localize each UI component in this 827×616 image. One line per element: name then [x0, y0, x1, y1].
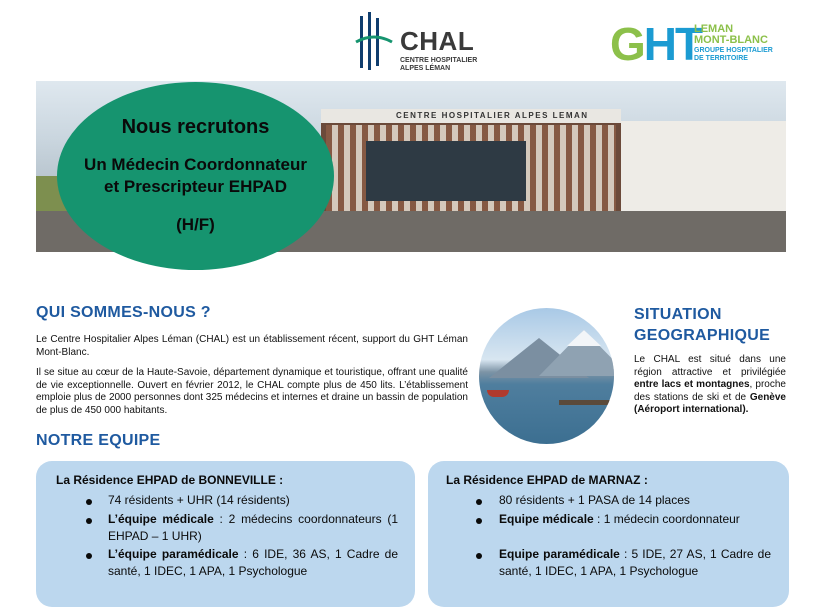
bullet — [86, 499, 92, 505]
chal-logo-subtitle: CENTRE HOSPITALIER ALPES LÉMAN — [400, 57, 478, 72]
list-item: 80 résidents + 1 PASA de 14 places — [499, 493, 690, 507]
bullet — [476, 553, 482, 559]
job-title-gender: (H/F) — [176, 215, 215, 234]
about-paragraph-2: Il se situe au cœur de la Haute-Savoie, département dynamique et touristique, offrant une qualité de vie exceptionnelle. Ouvert en février 2012, le CHAL compte plus de 450 lits. L’établissement emploie plus de 2000 personnes dont 325 médecins et internes et draine un bassin de population de plus de 450 000 habitants. — [36, 367, 468, 416]
building-sign: CENTRE HOSPITALIER ALPES LEMAN — [396, 111, 589, 120]
situation-heading: SITUATION GEOGRAPHIQUE — [634, 306, 771, 344]
team-heading: NOTRE EQUIPE — [36, 432, 161, 449]
list-item: Equipe paramédicale : 5 IDE, 27 AS, 1 Cadre de santé, 1 IDEC, 1 APA, 1 Psychologue — [499, 547, 772, 578]
building-entrance — [366, 141, 526, 201]
ght-logo — [610, 18, 810, 74]
chal-emblem-icon — [352, 12, 396, 72]
bullet — [86, 518, 92, 524]
about-heading: QUI SOMMES-NOUS ? — [36, 304, 211, 321]
bullet — [476, 499, 482, 505]
situation-text: Le CHAL est situé dans une région attractive et privilégiée entre lacs et montagnes, proche des stations de ski et de Genève (Aéroport international). — [634, 354, 786, 415]
chal-logo — [352, 12, 487, 74]
list-item: Equipe médicale : 1 médecin coordonnateur — [499, 512, 740, 526]
job-title-line2: et Prescripteur EHPAD — [104, 177, 287, 196]
lake-photo — [479, 308, 614, 444]
ght-logo-line1: LEMAN — [694, 23, 734, 35]
bullet — [86, 553, 92, 559]
list-item: L’équipe paramédicale : 6 IDE, 36 AS, 1 Cadre de santé, 1 IDEC, 1 APA, 1 Psychologue — [108, 547, 399, 578]
ght-logo-line4: DE TERRITOIRE — [694, 55, 748, 62]
boat — [487, 390, 509, 397]
job-title-line1: Un Médecin Coordonnateur — [84, 155, 307, 174]
pier — [559, 400, 614, 405]
marnaz-title: La Résidence EHPAD de MARNAZ : — [446, 473, 648, 487]
building-wing — [621, 121, 786, 216]
bonneville-title: La Résidence EHPAD de BONNEVILLE : — [56, 473, 284, 487]
ght-logo-line2: MONT-BLANC — [694, 34, 768, 46]
ght-logo-letters: GHT — [610, 18, 702, 70]
recruitment-headline: Nous recrutons — [121, 116, 270, 138]
bullet — [476, 518, 482, 524]
list-item: 74 résidents + UHR (14 résidents) — [108, 493, 290, 507]
recruitment-oval — [57, 82, 334, 270]
about-paragraph-1: Le Centre Hospitalier Alpes Léman (CHAL) est un établissement récent, support du GHT Léman Mont-Blanc. — [36, 334, 468, 358]
ght-logo-line3: GROUPE HOSPITALIER — [694, 47, 773, 54]
mountain-snow — [567, 330, 601, 346]
chal-logo-name: CHAL — [400, 26, 475, 56]
list-item: L’équipe médicale : 2 médecins coordonnateurs (1 EHPAD – 1 UHR) — [108, 512, 398, 543]
